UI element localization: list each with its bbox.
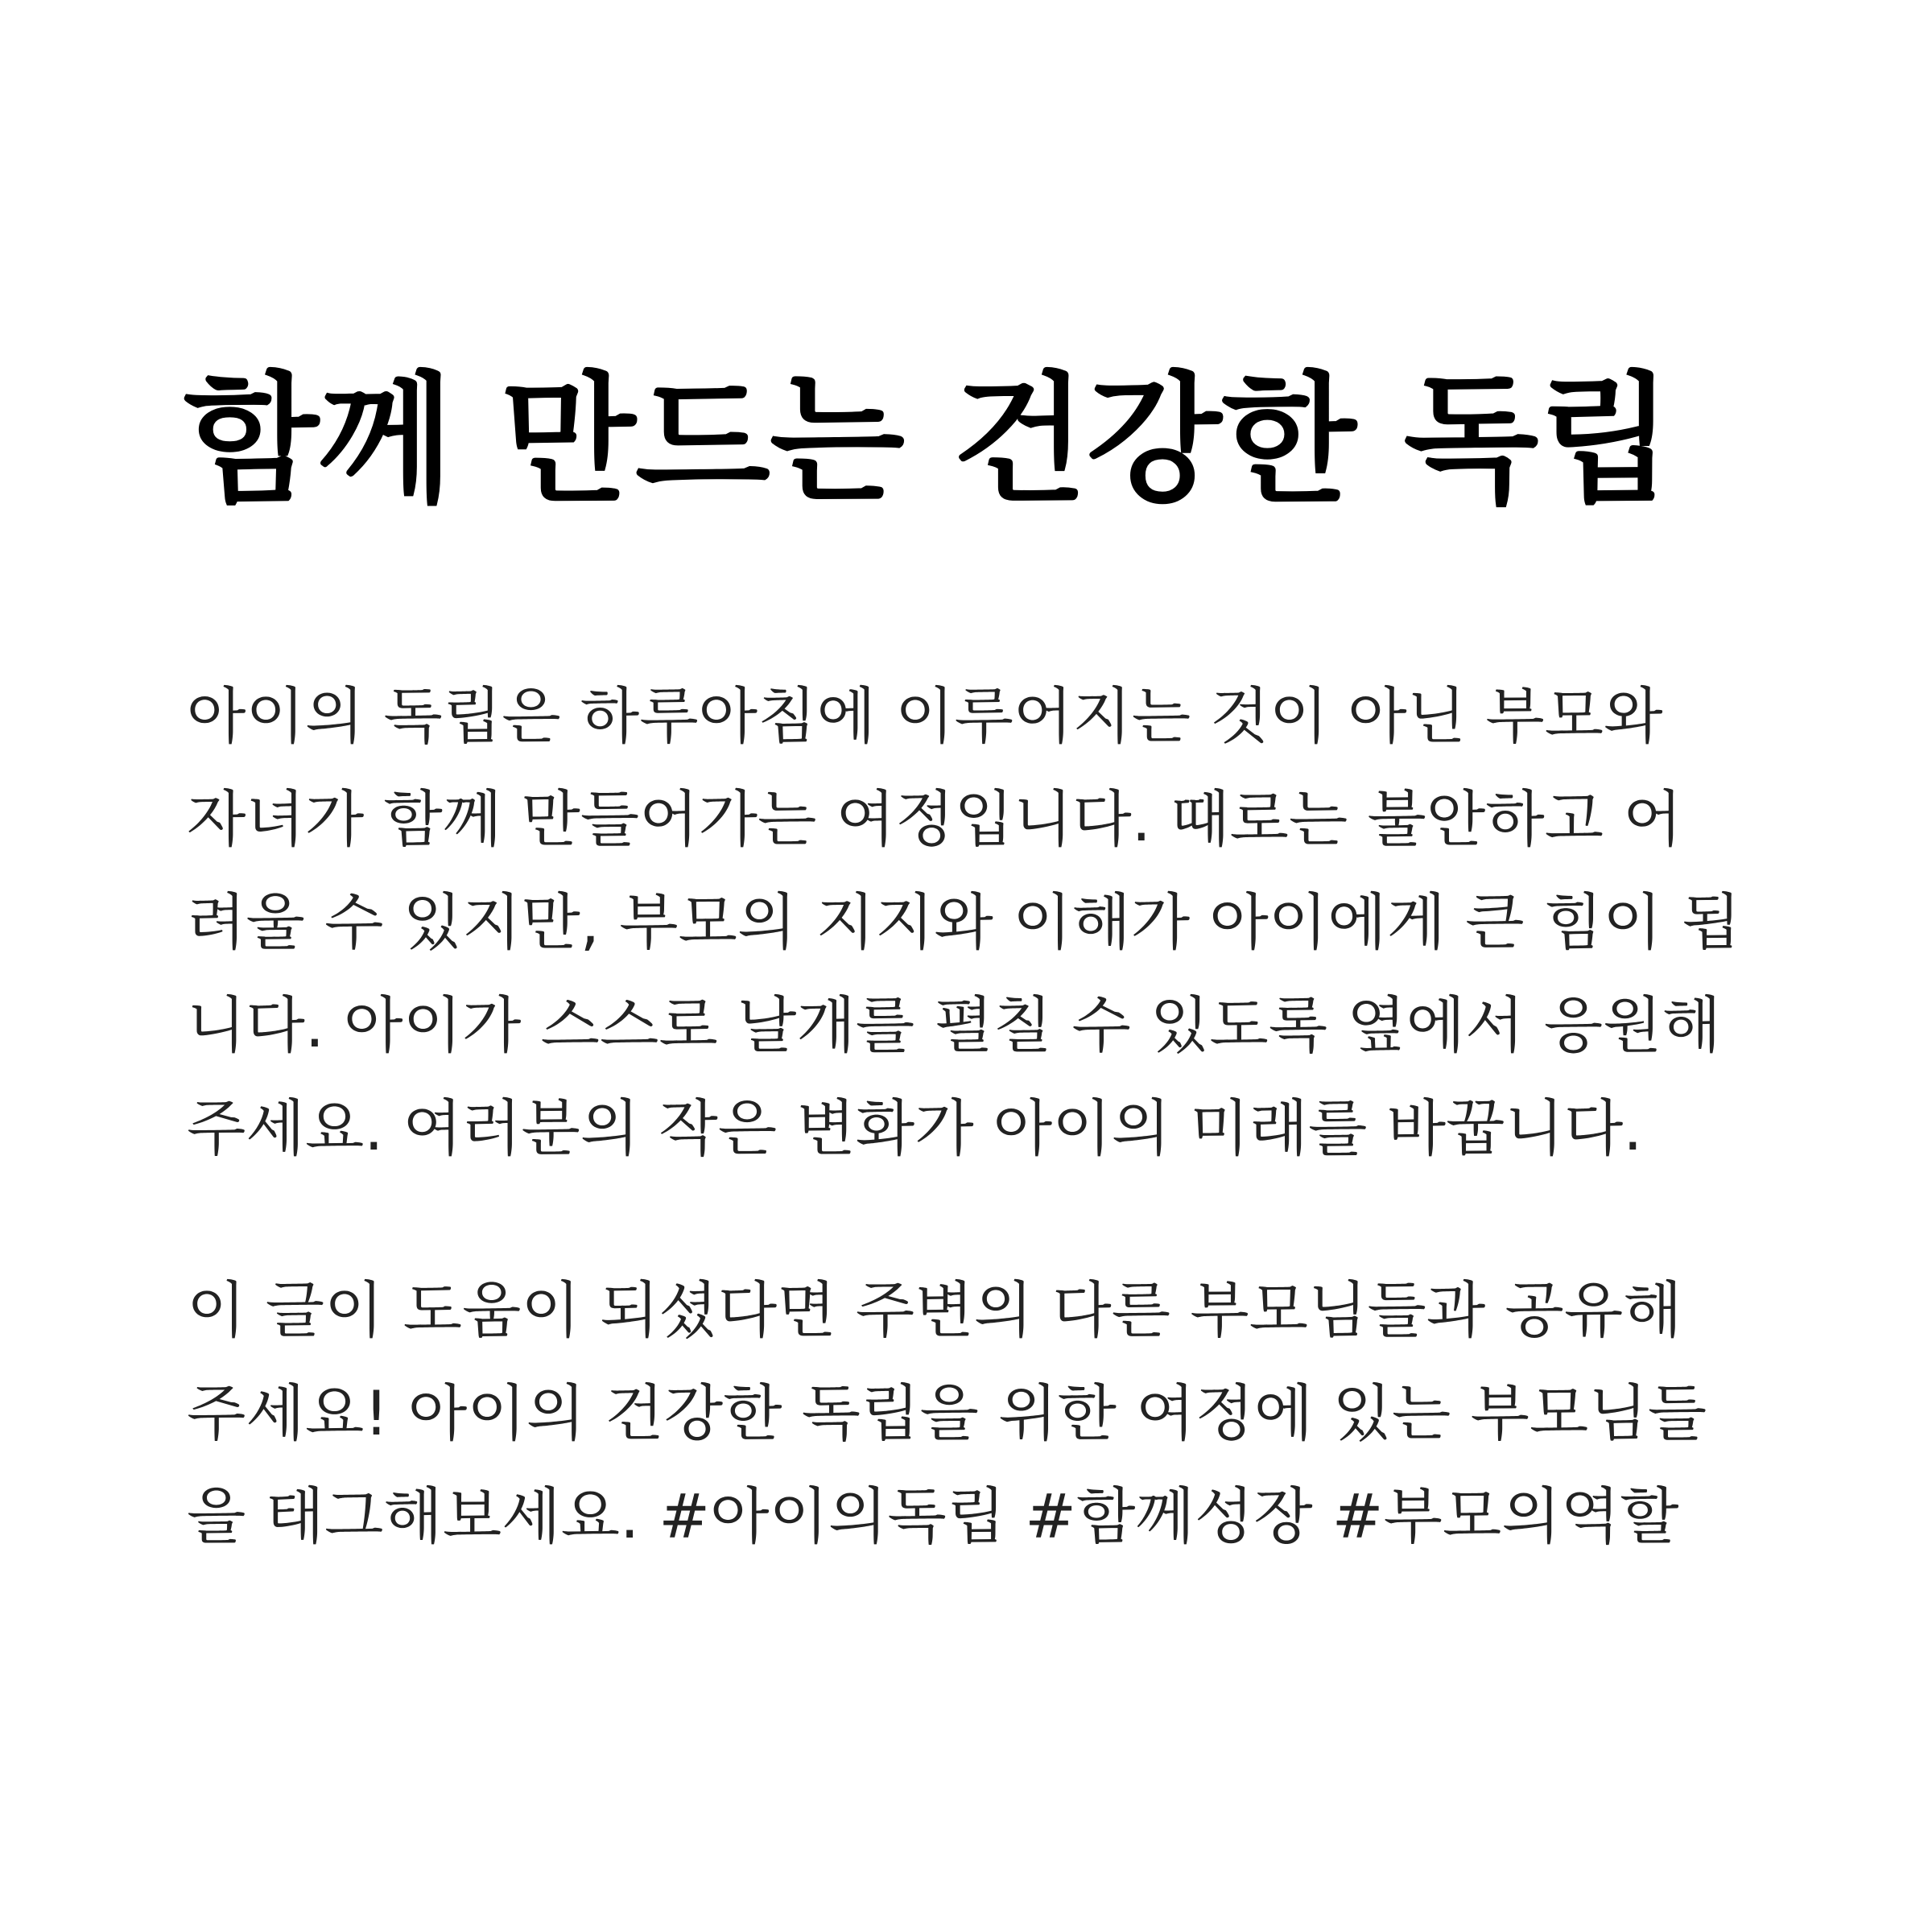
body-paragraph-share [187, 1259, 1813, 1568]
paragraph-line: 이 글이 도움이 되셨다면 주변의 다른 부모님들과 공유해 [187, 1274, 1682, 1346]
body-paragraph-main [187, 665, 1813, 1180]
paragraph-line: 니다. 아이가 스스로 날개를 펼칠 수 있도록 옆에서 응원해 [187, 989, 1721, 1061]
hashtag-line: 을 태그해보세요. #아이의독립 #함께성장 #부모의역할 [187, 1480, 1679, 1552]
paragraph-line: 려울 수 있지만, 부모의 지지와 이해가 아이에게 큰 힘이 됩 [187, 886, 1741, 958]
paragraph-line: 자녀가 함께 만들어가는 여정입니다. 때로는 불안하고 어 [187, 783, 1682, 855]
paragraph-line: 주세요! 아이의 건강한 독립을 위한 여정에 있는 부모님들 [187, 1377, 1707, 1449]
page-title: 함께 만드는 건강한 독립 [184, 359, 1673, 522]
paragraph-line: 주세요. 여러분의 작은 변화가 아이의 미래를 바꿉니다. [187, 1092, 1643, 1164]
paragraph-line: 아이의 독립은 하루아침에 이루어지는 것이 아닌 부모와 [187, 680, 1663, 752]
